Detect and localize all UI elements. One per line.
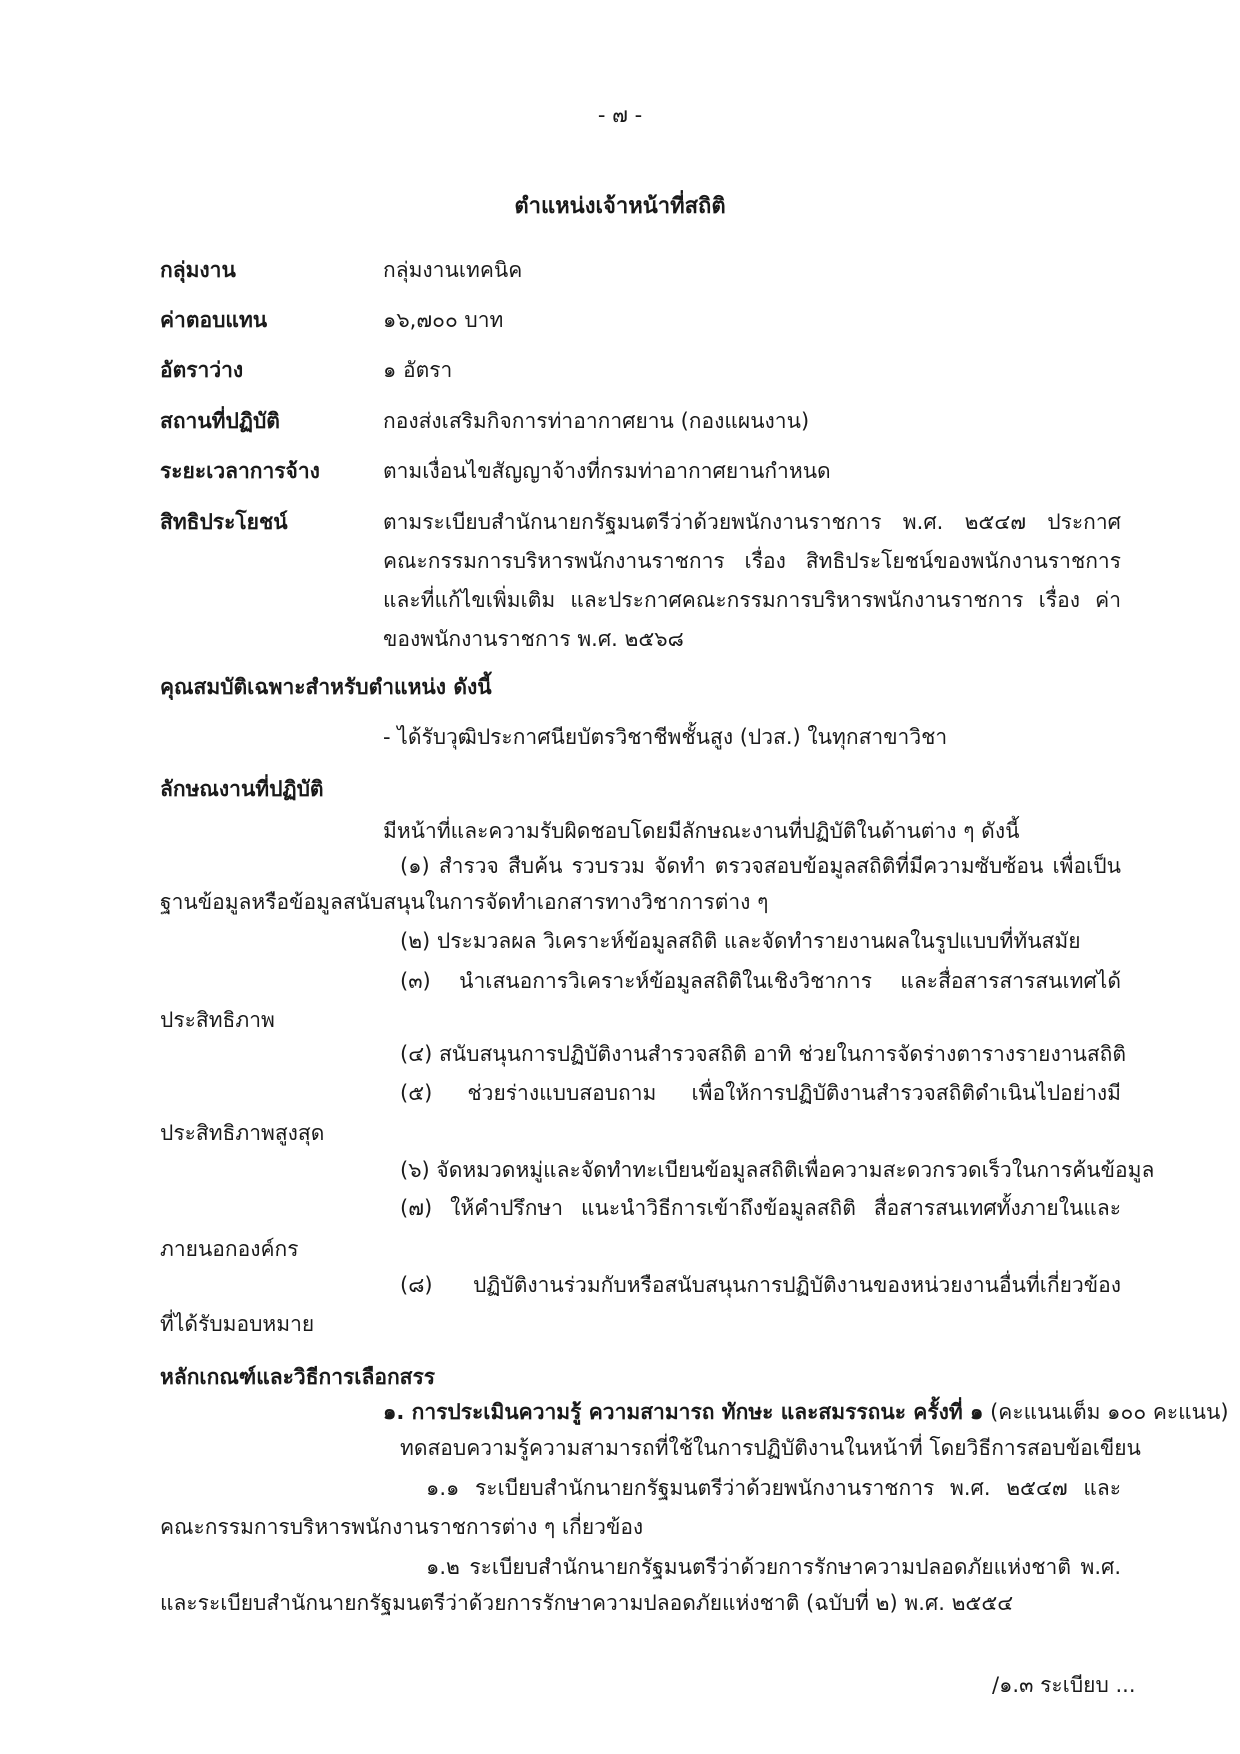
- duty-line: ที่ได้รับมอบหมาย: [160, 1312, 315, 1336]
- page-number: - ๗ -: [597, 103, 643, 127]
- duties-intro: มีหน้าที่และความรับผิดชอบโดยมีลักษณะงานที่ปฏิบัติในด้านต่าง ๆ ดังนี้: [383, 819, 1020, 843]
- field-value: ๑ อัตรา: [383, 358, 453, 382]
- continuation-note: /๑.๓ ระเบียบ ...: [992, 1673, 1136, 1697]
- duty-line: (๔) สนับสนุนการปฏิบัติงานสำรวจสถิติ อาทิ ช่วยในการจัดร่างตารางรายงานสถิติ: [400, 1042, 1127, 1066]
- duty-line: ประสิทธิภาพ: [160, 1008, 275, 1032]
- selection-item-1: [383, 1397, 1229, 1427]
- benefits-label: สิทธิประโยชน์: [160, 510, 288, 534]
- field-value: ตามเงื่อนไขสัญญาจ้างที่กรมท่าอากาศยานกำหนด: [383, 459, 831, 483]
- duty-line: (๖) จัดหมวดหมู่และจัดทำทะเบียนข้อมูลสถิติเพื่อความสะดวกรวดเร็วในการค้นข้อมูล: [400, 1158, 1155, 1182]
- qualifications-heading: คุณสมบัติเฉพาะสำหรับตำแหน่ง ดังนี้: [160, 675, 492, 699]
- duty-line: (๗) ให้คำปรึกษา แนะนำวิธีการเข้าถึงข้อมูลสถิติ สื่อสารสนเทศทั้งภายในและ: [400, 1196, 1121, 1220]
- field-value: กองส่งเสริมกิจการท่าอากาศยาน (กองแผนงาน): [383, 409, 810, 433]
- field-label: อัตราว่าง: [160, 358, 244, 382]
- selection-line: ๑.๒ ระเบียบสำนักนายกรัฐมนตรีว่าด้วยการรักษาความปลอดภัยแห่งชาติ พ.ศ.: [426, 1555, 1121, 1579]
- duties-heading: ลักษณงานที่ปฏิบัติ: [160, 777, 324, 801]
- duty-line: (๒) ประมวลผล วิเคราะห์ข้อมูลสถิติ และจัดทำรายงานผลในรูปแบบที่ทันสมัย: [400, 929, 1081, 953]
- benefits-line: ตามระเบียบสำนักนายกรัฐมนตรีว่าด้วยพนักงานราชการ พ.ศ. ๒๕๔๗ ประกาศ: [383, 510, 1121, 534]
- field-label: ค่าตอบแทน: [160, 308, 268, 332]
- selection-heading: หลักเกณฑ์และวิธีการเลือกสรร: [160, 1365, 436, 1389]
- selection-item-1-title: ๑. การประเมินความรู้ ความสามารถ ทักษะ และสมรรถนะ ครั้งที่ ๑: [383, 1400, 984, 1424]
- selection-line: และระเบียบสำนักนายกรัฐมนตรีว่าด้วยการรักษาความปลอดภัยแห่งชาติ (ฉบับที่ ๒) พ.ศ. ๒๕๕๔: [160, 1591, 1014, 1615]
- selection-line: ๑.๑ ระเบียบสำนักนายกรัฐมนตรีว่าด้วยพนักงานราชการ พ.ศ. ๒๕๔๗ และ: [426, 1476, 1121, 1500]
- field-label: กลุ่มงาน: [160, 258, 236, 282]
- field-value: ๑๖,๗๐๐ บาท: [383, 308, 504, 332]
- benefits-line: คณะกรรมการบริหารพนักงานราชการ เรื่อง สิทธิประโยชน์ของพนักงานราชการ: [383, 549, 1121, 573]
- duty-line: (๕) ช่วยร่างแบบสอบถาม เพื่อให้การปฏิบัติงานสำรวจสถิติดำเนินไปอย่างมี: [400, 1081, 1121, 1105]
- selection-line: ทดสอบความรู้ความสามารถที่ใช้ในการปฏิบัติงานในหน้าที่ โดยวิธีการสอบข้อเขียน: [400, 1436, 1141, 1460]
- duty-line: (๑) สำรวจ สืบค้น รวบรวม จัดทำ ตรวจสอบข้อมูลสถิติที่มีความซับซ้อน เพื่อเป็น: [400, 854, 1121, 878]
- benefits-line: ของพนักงานราชการ พ.ศ. ๒๕๖๘: [383, 627, 684, 651]
- field-label: ระยะเวลาการจ้าง: [160, 459, 320, 483]
- duty-line: ฐานข้อมูลหรือข้อมูลสนับสนุนในการจัดทำเอกสารทางวิชาการต่าง ๆ: [160, 890, 769, 914]
- duty-line: ประสิทธิภาพสูงสุด: [160, 1121, 325, 1145]
- selection-item-1-score: (คะแนนเต็ม ๑๐๐ คะแนน): [990, 1400, 1229, 1424]
- field-value: กลุ่มงานเทคนิค: [383, 258, 523, 282]
- duty-line: ภายนอกองค์กร: [160, 1237, 299, 1261]
- duty-line: (๓) นำเสนอการวิเคราะห์ข้อมูลสถิติในเชิงวิชาการ และสื่อสารสารสนเทศได้: [400, 969, 1121, 993]
- field-label: สถานที่ปฏิบัติ: [160, 409, 280, 433]
- duty-line: (๘) ปฏิบัติงานร่วมกับหรือสนับสนุนการปฏิบัติงานของหน่วยงานอื่นที่เกี่ยวข้อง: [400, 1273, 1121, 1297]
- selection-line: คณะกรรมการบริหารพนักงานราชการต่าง ๆ เกี่ยวข้อง: [160, 1515, 644, 1539]
- page-title: ตำแหน่งเจ้าหน้าที่สถิติ: [514, 194, 726, 219]
- benefits-line: และที่แก้ไขเพิ่มเติม และประกาศคณะกรรมการบริหารพนักงานราชการ เรื่อง ค่า: [383, 588, 1121, 612]
- qualification-item: - ได้รับวุฒิประกาศนียบัตรวิชาชีพชั้นสูง (ปวส.) ในทุกสาขาวิชา: [383, 725, 948, 749]
